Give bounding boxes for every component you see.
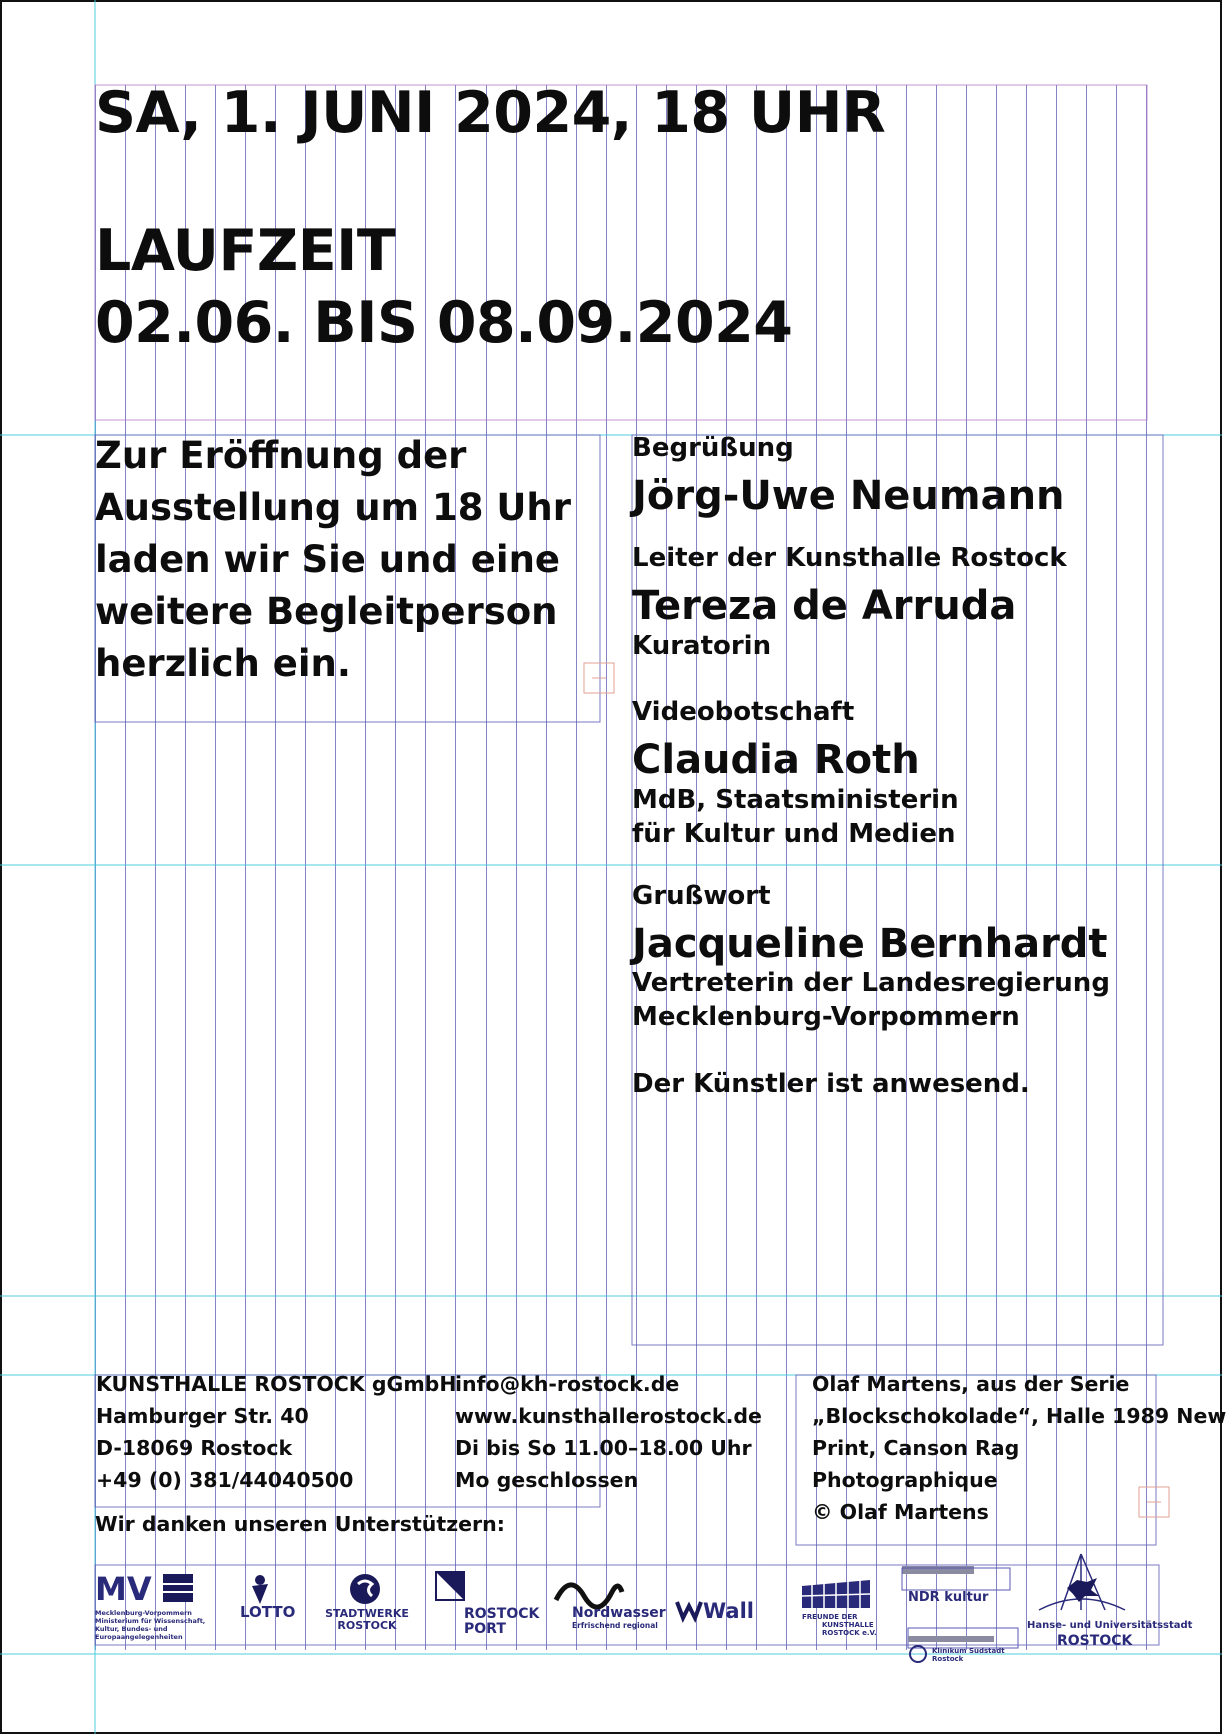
klinikum-line: Klinikum Südstadt (932, 1647, 1005, 1655)
freunde-line: ROSTOCK e.V. (822, 1629, 877, 1637)
mv-mark: MV (95, 1570, 152, 1608)
supporters-thanks: Wir danken unseren Unterstützern: (95, 1512, 505, 1536)
speaker-roth-role-2: für Kultur und Medien (632, 819, 956, 849)
stadtwerke-logo (322, 1572, 412, 1634)
artist-note: Der Künstler ist anwesend. (632, 1069, 1030, 1099)
wall-text: Wall (703, 1599, 754, 1623)
laufzeit-label: LAUFZEIT (95, 218, 396, 284)
credit-line: Olaf Martens, aus der Serie (812, 1372, 1130, 1396)
speaker-arruda-role: Kuratorin (632, 631, 772, 661)
greeting-label: Begrüßung (632, 433, 794, 463)
freunde-line: KUNSTHALLE (822, 1621, 874, 1629)
mv-caption-line: Mecklenburg-Vorpommern (95, 1609, 192, 1617)
port-line: PORT (464, 1621, 506, 1637)
footer-address (96, 1368, 457, 1496)
lotto-text: LOTTO (240, 1603, 296, 1621)
speaker-bernhardt-role-1: Vertreterin der Landesregierung (632, 968, 1110, 998)
credit-line: Print, Canson Rag (812, 1436, 1020, 1460)
address-line: +49 (0) 381/44040500 (96, 1468, 354, 1492)
mv-caption-line: Europaangelegenheiten (95, 1633, 183, 1641)
footer-contact (455, 1368, 762, 1496)
speaker-neumann: Jörg-Uwe Neumann (632, 473, 1065, 519)
invitation-text: Zur Eröffnung der Ausstellung um 18 Uhr laden wir Sie und eine weitere Begleitperson herzlich ein. (95, 434, 571, 685)
opening-hours: Di bis So 11.00–18.00 Uhr (455, 1436, 752, 1460)
contact-email[interactable]: info@kh-rostock.de (455, 1372, 680, 1396)
address-line: KUNSTHALLE ROSTOCK gGmbH (96, 1372, 457, 1396)
ndr-kultur-text: NDR kultur (908, 1590, 989, 1605)
footer-credit (812, 1368, 1226, 1528)
address-line: Hamburger Str. 40 (96, 1404, 309, 1428)
wall-logo (675, 1596, 765, 1626)
freunde-kunsthalle-logo (800, 1578, 875, 1640)
stadtwerke-line: ROSTOCK (337, 1619, 397, 1632)
stadtwerke-line: STADTWERKE (325, 1607, 409, 1620)
mv-caption-line: Ministerium für Wissenschaft, (95, 1617, 206, 1625)
freunde-line: FREUNDE DER (802, 1613, 858, 1621)
laufzeit-dates: 02.06. BIS 08.09.2024 (95, 290, 793, 356)
contact-website[interactable]: www.kunsthallerostock.de (455, 1404, 762, 1428)
closed-day: Mo geschlossen (455, 1468, 639, 1492)
grusswort-label: Grußwort (632, 881, 771, 911)
mv-caption-line: Kultur, Bundes- und (95, 1625, 168, 1633)
hanse-city: ROSTOCK (1057, 1633, 1133, 1649)
speaker-roth: Claudia Roth (632, 737, 920, 783)
nordwasser-logo (552, 1572, 666, 1634)
ndr-klinikum-logos (900, 1562, 1020, 1666)
mv-ministry-logo (95, 1570, 205, 1650)
speaker-bernhardt-role-2: Mecklenburg-Vorpommern (632, 1002, 1020, 1032)
credit-line: © Olaf Martens (812, 1500, 989, 1524)
rostock-port-logo (432, 1568, 540, 1638)
address-line: D-18069 Rostock (96, 1436, 293, 1460)
credit-line: „Blockschokolade“, Halle 1989 New (812, 1404, 1226, 1428)
speaker-neumann-role: Leiter der Kunsthalle Rostock (632, 543, 1067, 573)
video-label: Videobotschaft (632, 697, 855, 727)
port-line: ROSTOCK (464, 1606, 540, 1622)
lotto-logo (238, 1572, 298, 1632)
speaker-arruda: Tereza de Arruda (632, 583, 1017, 629)
speaker-bernhardt: Jacqueline Bernhardt (632, 921, 1108, 967)
hanse-text: Hanse- und Universitätsstadt (1027, 1620, 1193, 1631)
klinikum-line: Rostock (932, 1655, 964, 1663)
speaker-roth-role-1: MdB, Staatsministerin (632, 785, 959, 815)
nordwasser-tagline: Erfrischend regional (572, 1621, 658, 1630)
event-date: SA, 1. JUNI 2024, 18 UHR (95, 80, 886, 146)
nordwasser-text: Nordwasser (572, 1605, 666, 1621)
credit-line: Photographique (812, 1468, 998, 1492)
hanse-rostock-logo (1025, 1552, 1193, 1652)
